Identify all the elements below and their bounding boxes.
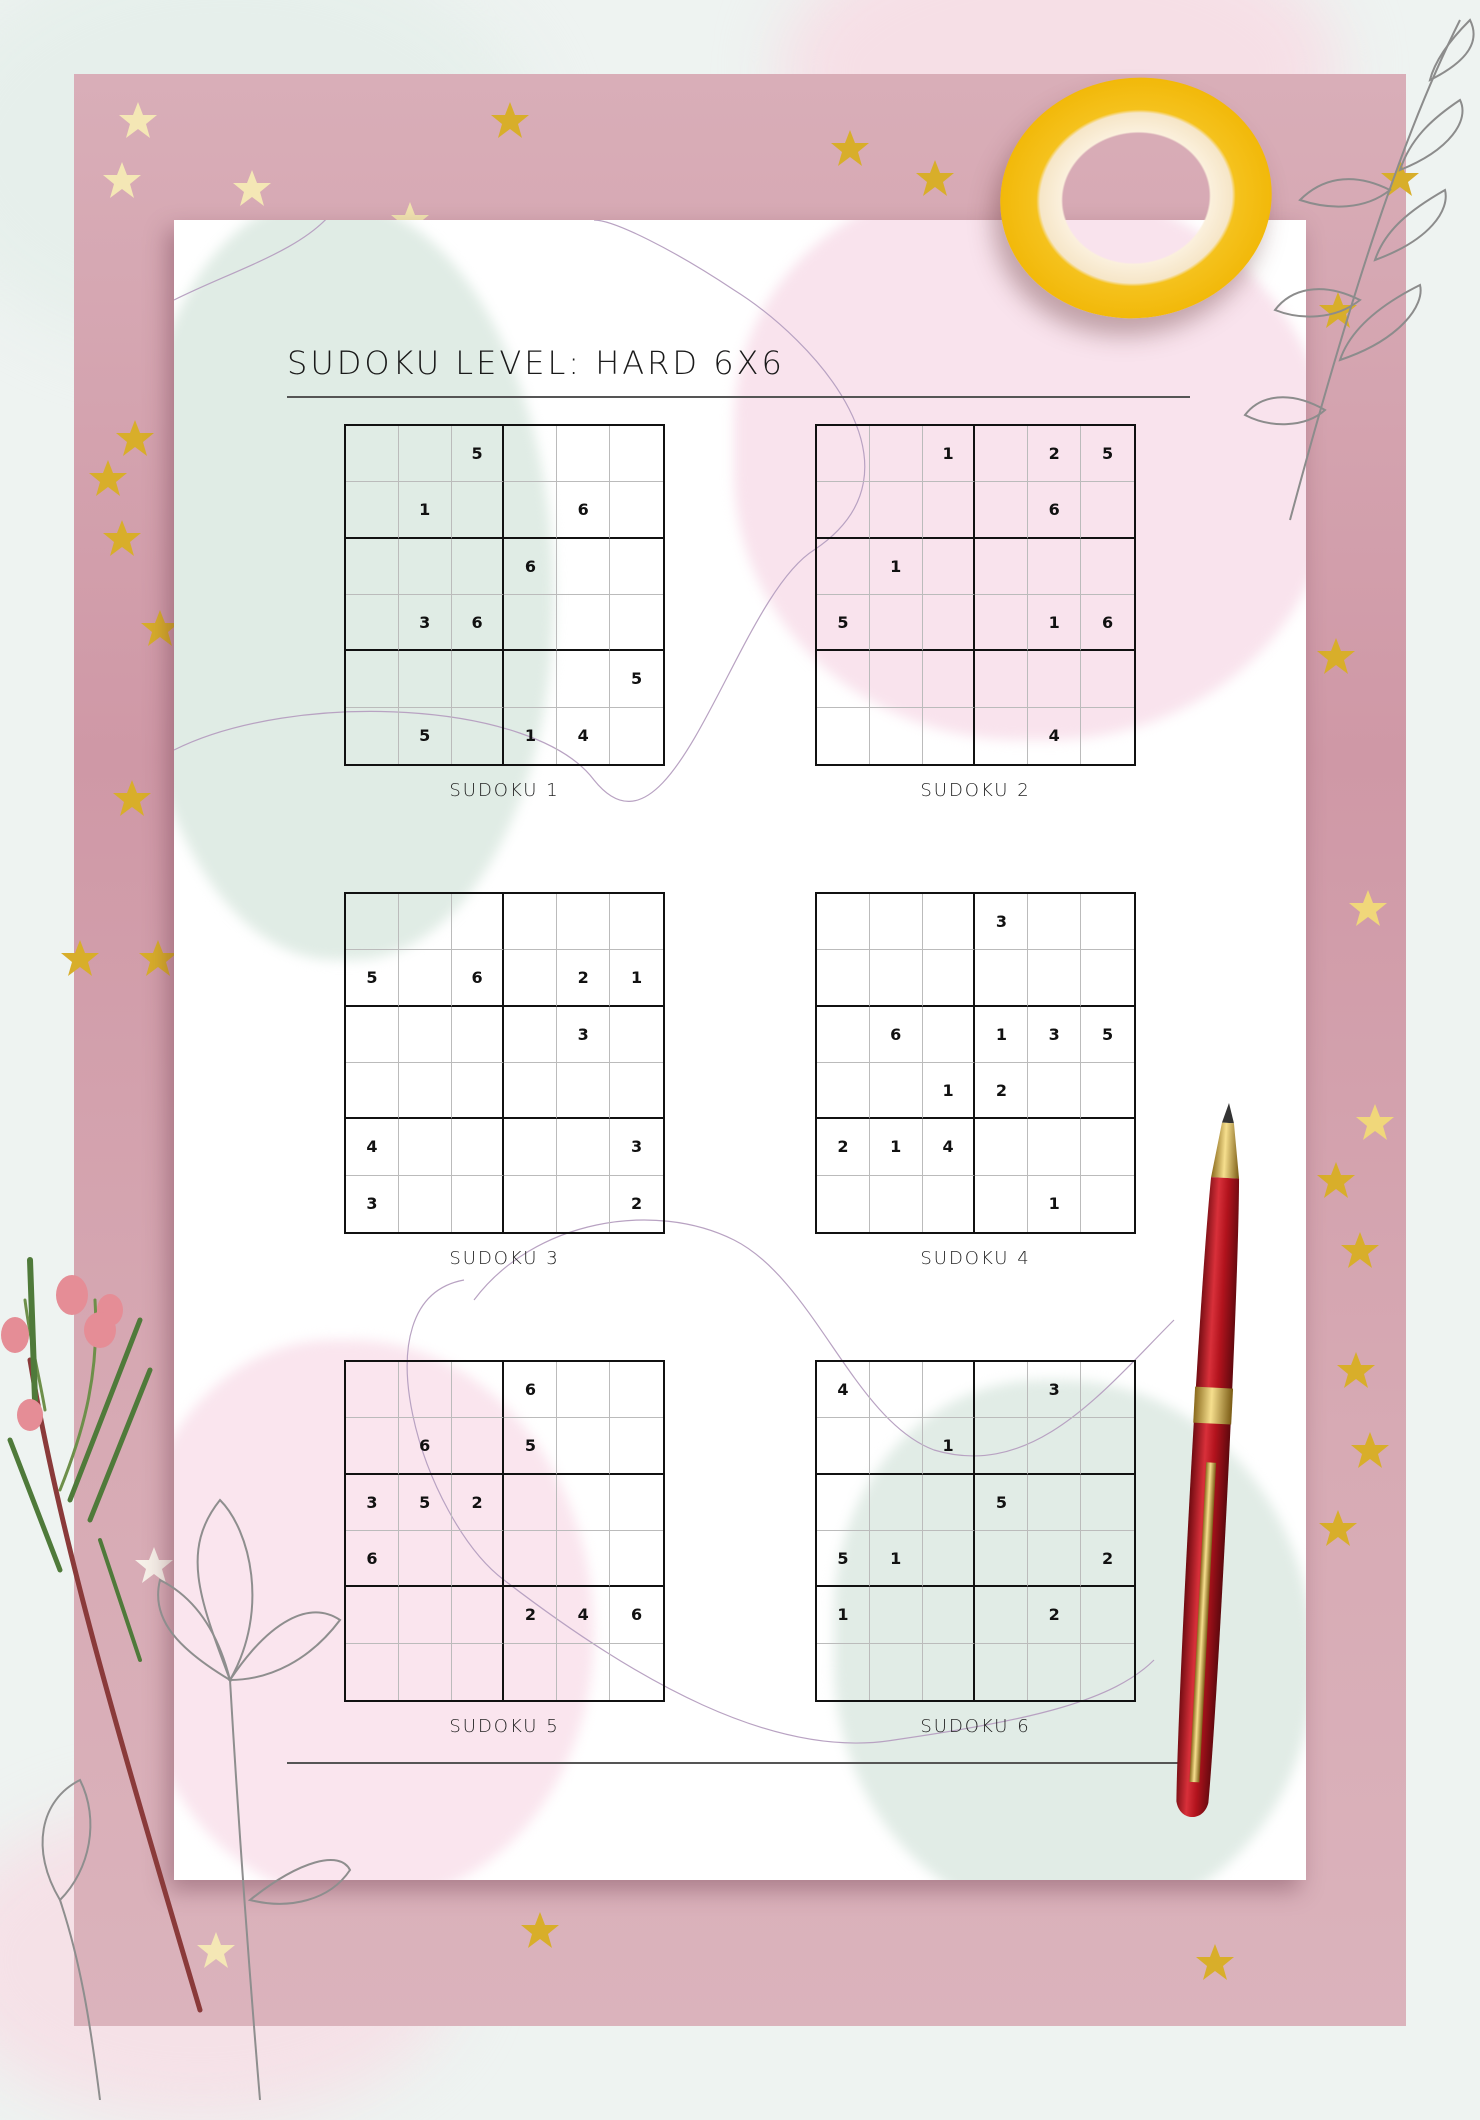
- sudoku-cell[interactable]: [870, 482, 923, 538]
- sudoku-cell[interactable]: [399, 1176, 452, 1232]
- star-icon: [1340, 1230, 1380, 1270]
- sudoku-cell[interactable]: [452, 651, 505, 707]
- star-icon: [102, 160, 142, 200]
- sudoku-cell[interactable]: [975, 708, 1028, 764]
- sudoku-cell[interactable]: [923, 1475, 976, 1531]
- sudoku-cell[interactable]: [452, 482, 505, 538]
- sudoku-grid-1: [344, 424, 665, 766]
- sudoku-cell[interactable]: [817, 1063, 870, 1119]
- sudoku-cell[interactable]: [610, 1418, 663, 1474]
- sudoku-cell[interactable]: [610, 894, 663, 950]
- sudoku-cell[interactable]: [610, 1007, 663, 1063]
- star-icon: [1316, 1160, 1356, 1200]
- sudoku-cell[interactable]: 3: [346, 1475, 399, 1531]
- star-icon: [1195, 1942, 1235, 1982]
- sudoku-cell[interactable]: [346, 482, 399, 538]
- sudoku-cell[interactable]: [399, 1587, 452, 1643]
- sudoku-cell[interactable]: [1081, 1176, 1134, 1232]
- star-icon: [1350, 1430, 1390, 1470]
- sudoku-cell[interactable]: [923, 595, 976, 651]
- sudoku-cell[interactable]: [504, 1644, 557, 1700]
- sudoku-cell[interactable]: 4: [557, 1587, 610, 1643]
- sudoku-cell[interactable]: [1028, 950, 1081, 1006]
- sudoku-cell[interactable]: 3: [975, 894, 1028, 950]
- sudoku-cell[interactable]: [1028, 1531, 1081, 1587]
- sudoku-cell[interactable]: [817, 651, 870, 707]
- page-title: SUDOKU LEVEL: HARD 6X6: [287, 344, 785, 382]
- flower-sprig-decoration: [0, 1240, 230, 2020]
- sudoku-cell[interactable]: 6: [870, 1007, 923, 1063]
- sudoku-cell[interactable]: [346, 426, 399, 482]
- sudoku-cell[interactable]: [399, 1119, 452, 1175]
- sudoku-cell[interactable]: [610, 1063, 663, 1119]
- sudoku-cell[interactable]: [923, 1176, 976, 1232]
- sudoku-cell[interactable]: 3: [1028, 1007, 1081, 1063]
- sudoku-cell[interactable]: [870, 950, 923, 1006]
- sudoku-cell[interactable]: [817, 1475, 870, 1531]
- sudoku-cell[interactable]: [870, 708, 923, 764]
- sudoku-cell[interactable]: [504, 651, 557, 707]
- sudoku-cell[interactable]: [346, 1063, 399, 1119]
- sudoku-cell[interactable]: 3: [1028, 1362, 1081, 1418]
- sudoku-cell[interactable]: [975, 1418, 1028, 1474]
- sudoku-cell[interactable]: [923, 482, 976, 538]
- sudoku-label-5: SUDOKU 5: [449, 1716, 560, 1737]
- sudoku-cell[interactable]: [1081, 482, 1134, 538]
- footer-divider: [287, 1762, 1190, 1764]
- sudoku-cell[interactable]: 4: [1028, 708, 1081, 764]
- sudoku-cell[interactable]: [452, 1362, 505, 1418]
- sudoku-cell[interactable]: 5: [975, 1475, 1028, 1531]
- sudoku-cell[interactable]: 4: [817, 1362, 870, 1418]
- sudoku-cell[interactable]: [399, 950, 452, 1006]
- sudoku-cell[interactable]: 4: [923, 1119, 976, 1175]
- star-icon: [118, 100, 158, 140]
- sudoku-cell[interactable]: 5: [399, 708, 452, 764]
- sudoku-cell[interactable]: [817, 1176, 870, 1232]
- sudoku-cell[interactable]: 1: [504, 708, 557, 764]
- sudoku-cell[interactable]: [1028, 1119, 1081, 1175]
- sudoku-cell[interactable]: [1081, 1475, 1134, 1531]
- sudoku-cell[interactable]: 5: [452, 426, 505, 482]
- sudoku-cell[interactable]: 1: [1028, 595, 1081, 651]
- star-icon: [232, 168, 272, 208]
- sudoku-cell[interactable]: 1: [610, 950, 663, 1006]
- sudoku-cell[interactable]: [1028, 894, 1081, 950]
- sudoku-cell[interactable]: [923, 539, 976, 595]
- sudoku-cell[interactable]: 2: [504, 1587, 557, 1643]
- sudoku-cell[interactable]: [1028, 1418, 1081, 1474]
- star-icon: [60, 938, 100, 978]
- sudoku-grid-4: [815, 892, 1136, 1234]
- sudoku-cell[interactable]: [1081, 1644, 1134, 1700]
- sudoku-cell[interactable]: 6: [504, 1362, 557, 1418]
- sudoku-cell[interactable]: [557, 1418, 610, 1474]
- sudoku-cell[interactable]: 5: [610, 651, 663, 707]
- sudoku-cell[interactable]: [923, 1531, 976, 1587]
- sudoku-cell[interactable]: [399, 539, 452, 595]
- sudoku-cell[interactable]: 2: [631, 1194, 643, 1214]
- sudoku-cell[interactable]: 6: [452, 950, 505, 1006]
- sudoku-cell[interactable]: [1028, 651, 1081, 707]
- sudoku-cell[interactable]: [975, 1587, 1028, 1643]
- sudoku-cell[interactable]: [817, 708, 870, 764]
- sudoku-cell[interactable]: 1: [975, 1007, 1028, 1063]
- sudoku-cell[interactable]: [870, 1362, 923, 1418]
- sudoku-cell[interactable]: [1081, 1119, 1134, 1175]
- sudoku-cell[interactable]: [923, 894, 976, 950]
- sudoku-cell[interactable]: 5: [399, 1475, 452, 1531]
- sudoku-cell[interactable]: [817, 950, 870, 1006]
- sudoku-cell[interactable]: [557, 539, 610, 595]
- sudoku-cell[interactable]: [610, 1531, 663, 1587]
- sudoku-cell[interactable]: [557, 1475, 610, 1531]
- sudoku-cell[interactable]: [346, 539, 399, 595]
- sudoku-cell[interactable]: [557, 1362, 610, 1418]
- sudoku-cell[interactable]: [346, 595, 399, 651]
- star-icon: [520, 1910, 560, 1950]
- star-icon: [102, 518, 142, 558]
- sudoku-cell[interactable]: [610, 426, 663, 482]
- sudoku-cell[interactable]: [557, 426, 610, 482]
- sudoku-label-1: SUDOKU 1: [449, 780, 560, 801]
- sudoku-cell[interactable]: [923, 1362, 976, 1418]
- sudoku-cell[interactable]: [1081, 1063, 1134, 1119]
- sudoku-cell[interactable]: [1081, 651, 1134, 707]
- sudoku-cell[interactable]: [504, 1007, 557, 1063]
- sudoku-cell[interactable]: [504, 595, 557, 651]
- sudoku-cell[interactable]: 2: [452, 1475, 505, 1531]
- star-icon: [1318, 1508, 1358, 1548]
- sudoku-cell[interactable]: [610, 539, 663, 595]
- sudoku-grid-6: [815, 1360, 1136, 1702]
- star-icon: [830, 128, 870, 168]
- sudoku-cell[interactable]: [923, 1587, 976, 1643]
- sudoku-cell[interactable]: [504, 1063, 557, 1119]
- sudoku-cell[interactable]: 1: [1028, 1176, 1081, 1232]
- sudoku-cell[interactable]: 6: [1081, 595, 1134, 651]
- sudoku-cell[interactable]: 5: [817, 1531, 870, 1587]
- sudoku-cell[interactable]: [870, 651, 923, 707]
- star-icon: [115, 418, 155, 458]
- sudoku-cell[interactable]: 6: [1028, 482, 1081, 538]
- sudoku-cell[interactable]: 1: [870, 1531, 923, 1587]
- sudoku-cell[interactable]: [504, 1531, 557, 1587]
- sudoku-cell[interactable]: [346, 1362, 399, 1418]
- sudoku-cell[interactable]: [399, 1644, 452, 1700]
- leaf-sketch-icon: [1200, 0, 1480, 560]
- sudoku-cell[interactable]: 3: [610, 1119, 663, 1175]
- sudoku-cell[interactable]: [817, 1644, 870, 1700]
- sudoku-cell[interactable]: [870, 1418, 923, 1474]
- sudoku-cell[interactable]: 6: [610, 1587, 663, 1643]
- sudoku-cell[interactable]: [923, 708, 976, 764]
- sudoku-cell[interactable]: [870, 1644, 923, 1700]
- sudoku-cell[interactable]: [346, 1007, 399, 1063]
- sudoku-cell[interactable]: 2: [1028, 426, 1081, 482]
- sudoku-cell[interactable]: [975, 595, 1028, 651]
- sudoku-cell[interactable]: [504, 950, 557, 1006]
- sudoku-cell[interactable]: [1081, 894, 1134, 950]
- star-icon: [138, 938, 178, 978]
- sudoku-cell[interactable]: [452, 1587, 505, 1643]
- sudoku-cell[interactable]: [452, 708, 505, 764]
- sudoku-cell[interactable]: [817, 482, 870, 538]
- sudoku-cell[interactable]: [504, 426, 557, 482]
- sudoku-cell[interactable]: [817, 1007, 870, 1063]
- star-icon: [915, 158, 955, 198]
- sudoku-cell[interactable]: [452, 539, 505, 595]
- sudoku-cell[interactable]: 2: [1081, 1531, 1134, 1587]
- sudoku-cell[interactable]: [1081, 708, 1134, 764]
- sudoku-cell[interactable]: [557, 1644, 610, 1700]
- sudoku-cell[interactable]: 5: [346, 950, 399, 1006]
- sudoku-cell[interactable]: 1: [870, 1119, 923, 1175]
- sudoku-cell[interactable]: 1: [923, 1063, 976, 1119]
- sudoku-cell[interactable]: [610, 1475, 663, 1531]
- sudoku-cell[interactable]: [1028, 1475, 1081, 1531]
- sudoku-cell[interactable]: 1: [817, 1587, 870, 1643]
- sudoku-cell[interactable]: [975, 1362, 1028, 1418]
- sudoku-cell[interactable]: [610, 595, 663, 651]
- sudoku-cell[interactable]: 2: [975, 1063, 1028, 1119]
- sudoku-cell[interactable]: [870, 1176, 923, 1232]
- sudoku-cell[interactable]: 5: [1081, 1007, 1134, 1063]
- sudoku-cell[interactable]: [557, 1176, 610, 1232]
- sudoku-cell[interactable]: [452, 1176, 505, 1232]
- sudoku-cell[interactable]: [1028, 539, 1081, 595]
- sudoku-cell[interactable]: [452, 1119, 505, 1175]
- star-icon: [1348, 888, 1388, 928]
- sudoku-cell[interactable]: [610, 708, 663, 764]
- sudoku-cell[interactable]: 4: [346, 1119, 399, 1175]
- sudoku-cell[interactable]: [817, 894, 870, 950]
- sudoku-cell[interactable]: [557, 595, 610, 651]
- sudoku-cell[interactable]: [557, 894, 610, 950]
- sudoku-cell[interactable]: [1028, 1063, 1081, 1119]
- sudoku-cell[interactable]: [452, 1418, 505, 1474]
- sudoku-cell[interactable]: [399, 1531, 452, 1587]
- sudoku-cell[interactable]: 6: [399, 1418, 452, 1474]
- sudoku-cell[interactable]: [399, 894, 452, 950]
- sudoku-cell[interactable]: [1081, 1418, 1134, 1474]
- star-icon: [112, 778, 152, 818]
- sudoku-cell[interactable]: 3: [346, 1176, 399, 1232]
- sudoku-cell[interactable]: [975, 539, 1028, 595]
- sudoku-cell[interactable]: [870, 1063, 923, 1119]
- sudoku-grid-5: [344, 1360, 665, 1702]
- sudoku-cell[interactable]: 1: [870, 539, 923, 595]
- sudoku-cell[interactable]: [975, 1119, 1028, 1175]
- sudoku-cell[interactable]: 5: [504, 1418, 557, 1474]
- sudoku-cell[interactable]: [399, 1362, 452, 1418]
- sudoku-cell[interactable]: [975, 1531, 1028, 1587]
- sudoku-cell[interactable]: [817, 426, 870, 482]
- sudoku-cell[interactable]: 3: [557, 1007, 610, 1063]
- sudoku-cell[interactable]: 5: [1081, 426, 1134, 482]
- star-icon: [88, 458, 128, 498]
- title-divider: [287, 396, 1190, 398]
- sudoku-cell[interactable]: [452, 1531, 505, 1587]
- sudoku-cell[interactable]: [870, 1587, 923, 1643]
- sudoku-cell[interactable]: [452, 1063, 505, 1119]
- sudoku-cell[interactable]: [923, 950, 976, 1006]
- sudoku-cell[interactable]: [1081, 539, 1134, 595]
- sudoku-cell[interactable]: [504, 482, 557, 538]
- sudoku-cell[interactable]: [975, 950, 1028, 1006]
- star-icon: [1336, 1350, 1376, 1390]
- sudoku-cell[interactable]: [346, 708, 399, 764]
- sudoku-cell[interactable]: [870, 894, 923, 950]
- sudoku-cell[interactable]: [557, 1119, 610, 1175]
- sudoku-cell[interactable]: [346, 651, 399, 707]
- sudoku-cell[interactable]: [1081, 950, 1134, 1006]
- sudoku-cell[interactable]: [557, 651, 610, 707]
- sudoku-cell[interactable]: [399, 1063, 452, 1119]
- sudoku-cell[interactable]: 2: [817, 1119, 870, 1175]
- sudoku-cell[interactable]: 2: [1028, 1587, 1081, 1643]
- sudoku-cell[interactable]: [923, 1007, 976, 1063]
- star-icon: [1355, 1102, 1395, 1142]
- sudoku-grid-2: [815, 424, 1136, 766]
- sudoku-cell[interactable]: [923, 651, 976, 707]
- sudoku-cell[interactable]: [817, 1418, 870, 1474]
- sudoku-cell[interactable]: [610, 1362, 663, 1418]
- sudoku-cell[interactable]: 5: [817, 595, 870, 651]
- sudoku-cell[interactable]: [504, 1176, 557, 1232]
- sudoku-label-3: SUDOKU 3: [449, 1248, 560, 1269]
- sudoku-cell[interactable]: [1081, 1362, 1134, 1418]
- sudoku-cell[interactable]: [870, 426, 923, 482]
- sudoku-cell[interactable]: 6: [346, 1531, 399, 1587]
- sudoku-cell[interactable]: [975, 651, 1028, 707]
- sudoku-cell[interactable]: [610, 1644, 663, 1700]
- sudoku-cell[interactable]: 4: [557, 708, 610, 764]
- sudoku-cell[interactable]: 1: [399, 482, 452, 538]
- sudoku-cell[interactable]: [870, 595, 923, 651]
- sudoku-cell[interactable]: [610, 482, 663, 538]
- sudoku-cell[interactable]: 1: [923, 1418, 976, 1474]
- sudoku-cell[interactable]: [452, 894, 505, 950]
- star-icon: [490, 100, 530, 140]
- sudoku-cell[interactable]: [399, 651, 452, 707]
- star-icon: [1316, 636, 1356, 676]
- sudoku-cell[interactable]: 6: [504, 539, 557, 595]
- sudoku-cell[interactable]: [452, 1007, 505, 1063]
- sudoku-label-2: SUDOKU 2: [920, 780, 1031, 801]
- sudoku-cell[interactable]: [817, 539, 870, 595]
- sudoku-cell[interactable]: [975, 1176, 1028, 1232]
- sudoku-label-6: SUDOKU 6: [920, 1716, 1031, 1737]
- sudoku-grid-3: [344, 892, 665, 1234]
- sudoku-cell[interactable]: [557, 1063, 610, 1119]
- sudoku-cell[interactable]: [975, 482, 1028, 538]
- sudoku-cell[interactable]: 6: [557, 482, 610, 538]
- sudoku-cell[interactable]: 6: [452, 595, 505, 651]
- sudoku-cell[interactable]: [504, 1119, 557, 1175]
- sudoku-cell[interactable]: [346, 894, 399, 950]
- sudoku-label-4: SUDOKU 4: [920, 1248, 1031, 1269]
- sudoku-cell[interactable]: [923, 1644, 976, 1700]
- sudoku-cell[interactable]: [504, 1475, 557, 1531]
- sudoku-cell[interactable]: [399, 1007, 452, 1063]
- sudoku-cell[interactable]: 3: [399, 595, 452, 651]
- sudoku-cell[interactable]: [1028, 1644, 1081, 1700]
- sudoku-cell[interactable]: [975, 426, 1028, 482]
- sudoku-cell[interactable]: 1: [923, 426, 976, 482]
- sudoku-cell[interactable]: [870, 1475, 923, 1531]
- sudoku-cell[interactable]: [557, 1531, 610, 1587]
- sudoku-cell[interactable]: [975, 1644, 1028, 1700]
- sudoku-cell[interactable]: 2: [557, 950, 610, 1006]
- sudoku-cell[interactable]: [1081, 1587, 1134, 1643]
- sudoku-cell[interactable]: [399, 426, 452, 482]
- sudoku-cell[interactable]: [452, 1644, 505, 1700]
- sudoku-cell[interactable]: [504, 894, 557, 950]
